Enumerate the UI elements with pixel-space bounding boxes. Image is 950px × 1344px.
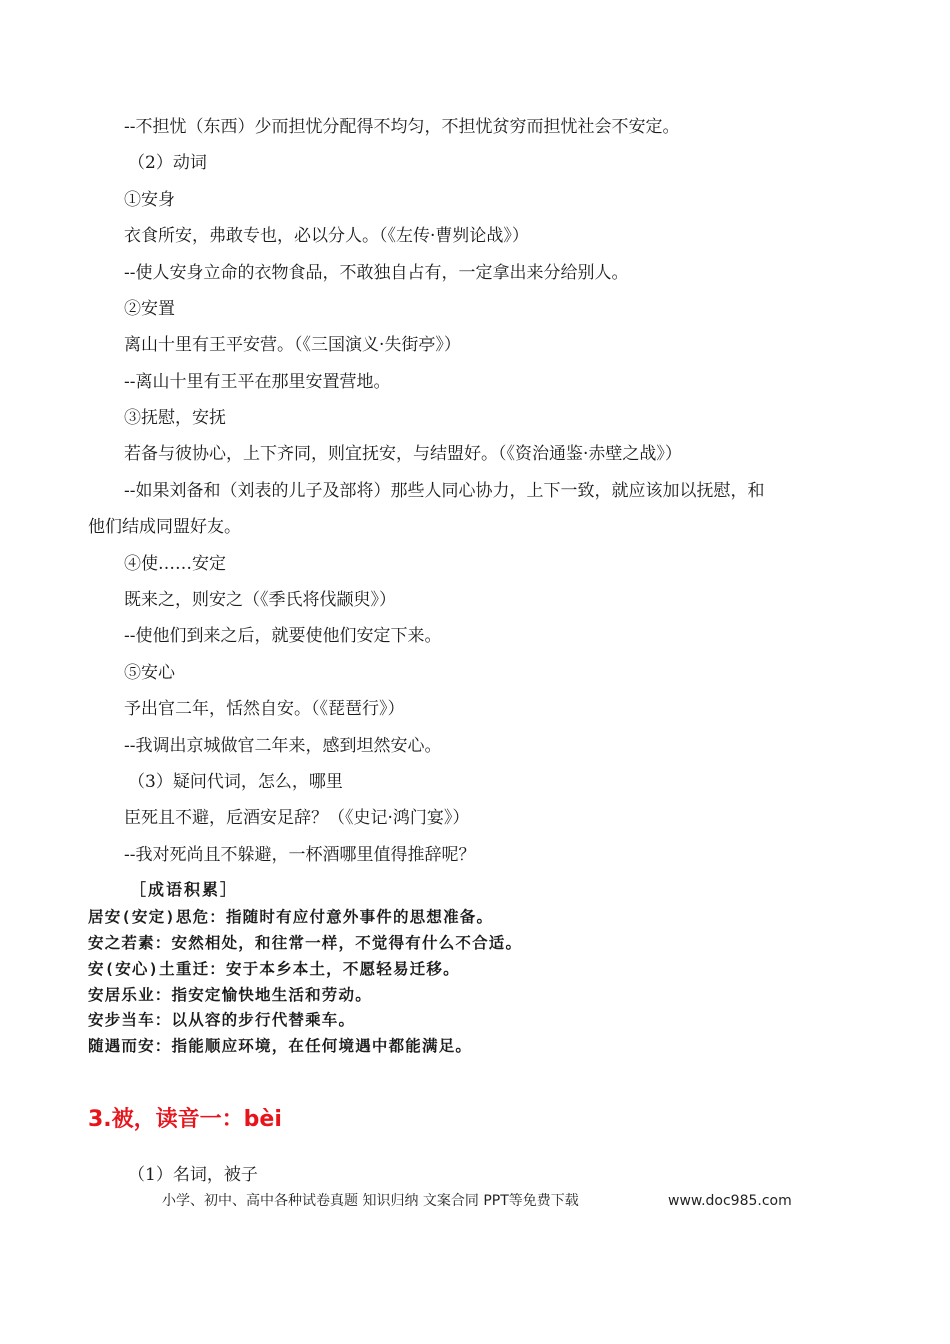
idiom-item: 安居乐业：指安定愉快地生活和劳动。 <box>88 986 372 1004</box>
text-line: ⑤安心 <box>124 663 175 683</box>
footer-link[interactable]: www.doc985.com <box>668 1193 792 1209</box>
text-line: 离山十里有王平安营。（《三国演义·失街亭》） <box>124 335 461 355</box>
text-line: （2）动词 <box>128 153 207 173</box>
text-line: --如果刘备和（刘表的儿子及部将）那些人同心协力，上下一致，就应该加以抚慰，和 <box>124 481 765 501</box>
text-line: （3）疑问代词，怎么，哪里 <box>128 772 343 792</box>
text-line: 他们结成同盟好友。 <box>88 517 241 537</box>
text-line: --使他们到来之后，就要使他们安定下来。 <box>124 626 442 646</box>
section-heading: 3.被，读音一：bèi <box>88 1107 282 1132</box>
text-line: --不担忧（东西）少而担忧分配得不均匀，不担忧贫穷而担忧社会不安定。 <box>124 117 680 137</box>
text-line: 若备与彼协心，上下齐同，则宜抚安，与结盟好。（《资治通鉴·赤壁之战》） <box>124 444 682 464</box>
text-line: 予出官二年，恬然自安。（《琵琶行》） <box>124 699 405 719</box>
text-line: ④使……安定 <box>124 554 226 574</box>
text-line: ③抚慰，安抚 <box>124 408 226 428</box>
text-line: （1）名词，被子 <box>128 1165 258 1185</box>
idiom-item: 安(安心)土重迁：安于本乡本土，不愿轻易迁移。 <box>88 960 460 978</box>
idiom-item: 随遇而安：指能顺应环境，在任何境遇中都能满足。 <box>88 1037 473 1055</box>
idiom-item: 居安(安定)思危：指随时有应付意外事件的思想准备。 <box>88 908 494 926</box>
text-line: ①安身 <box>124 190 175 210</box>
text-line: --使人安身立命的衣物食品，不敢独自占有，一定拿出来分给别人。 <box>124 263 629 283</box>
idiom-item: 安之若素：安然相处，和往常一样，不觉得有什么不合适。 <box>88 934 523 952</box>
idiom-section-title: ［成语积累］ <box>130 880 239 899</box>
text-line: 衣食所安，弗敢专也，必以分人。（《左传·曹刿论战》） <box>124 226 529 246</box>
text-line: 既来之，则安之（《季氏将伐颛臾》） <box>124 590 396 610</box>
text-line: --我调出京城做官二年来，感到坦然安心。 <box>124 736 442 756</box>
text-line: 臣死且不避，卮酒安足辞？（《史记·鸿门宴》） <box>124 808 470 828</box>
footer-text: 小学、初中、高中各种试卷真题 知识归纳 文案合同 PPT等免费下载 <box>162 1193 579 1209</box>
text-line: --我对死尚且不躲避，一杯酒哪里值得推辞呢？ <box>124 845 476 865</box>
text-line: --离山十里有王平在那里安置营地。 <box>124 372 391 392</box>
text-line: ②安置 <box>124 299 175 319</box>
idiom-item: 安步当车：以从容的步行代替乘车。 <box>88 1011 356 1029</box>
